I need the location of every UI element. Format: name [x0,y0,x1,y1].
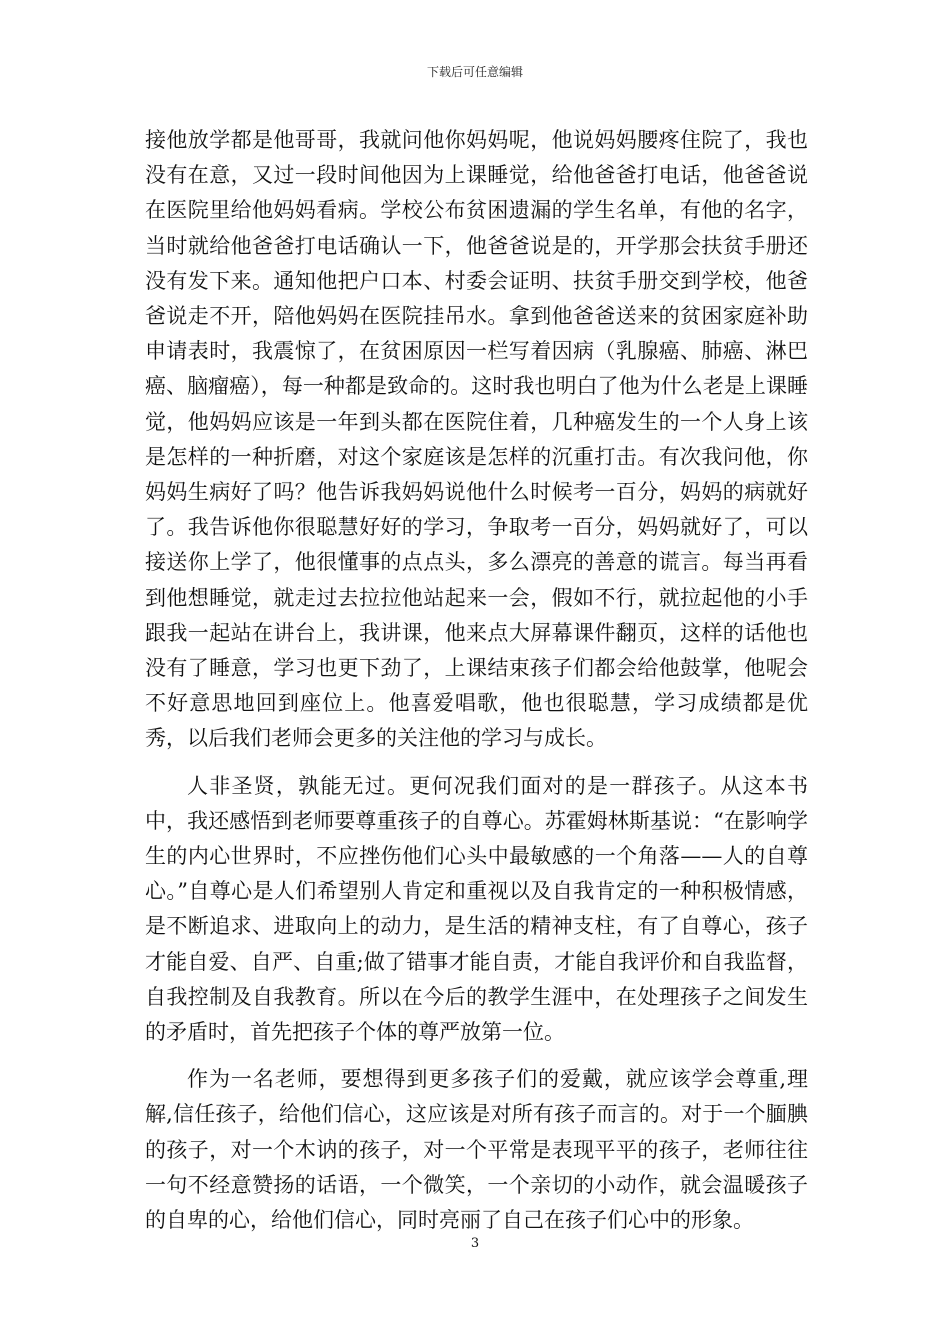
paragraph-respect-trust: 作为一名老师，要想得到更多孩子们的爱戴，就应该学会尊重,理解,信任孩子，给他们信心，这应该是对所有孩子而言的。对于一个腼腆的孩子，对一个木讷的孩子，对一个平常是表现平平的孩子，老师往往一句不经意赞扬的话语，一个微笑，一个亲切的小动作，就会温暖孩子的自卑的心，给他们信心，同时亮丽了自己在孩子们心中的形象。 [145,1067,808,1233]
document-body [145,123,808,1250]
paragraph-continuation: 接他放学都是他哥哥，我就问他你妈妈呢，他说妈妈腰疼住院了，我也没有在意，又过一段时间他因为上课睡觉，给他爸爸打电话，他爸爸说在医院里给他妈妈看病。学校公布贫困遗漏的学生名单，有他的名字，当时就给他爸爸打电话确认一下，他爸爸说是的，开学那会扶贫手册还没有发下来。通知他把户口本、村委会证明、扶贫手册交到学校，他爸爸说走不开，陪他妈妈在医院挂吊水。拿到他爸爸送来的贫困家庭补助申请表时，我震惊了，在贫困原因一栏写着因病（乳腺癌、肺癌、淋巴癌、脑瘤癌），每一种都是致命的。这时我也明白了他为什么老是上课睡觉，他妈妈应该是一年到头都在医院住着，几种癌发生的一个人身上该是怎样的一种折磨，对这个家庭该是怎样的沉重打击。有次我问他，你妈妈生病好了吗？他告诉我妈妈说他什么时候考一百分，妈妈的病就好了。我告诉他你很聪慧好好的学习，争取考一百分，妈妈就好了，可以接送你上学了，他很懂事的点点头，多么漂亮的善意的谎言。每当再看到他想睡觉，就走过去拉拉他站起来一会，假如不行，就拉起他的小手跟我一起站在讲台上，我讲课，他来点大屏幕课件翻页，这样的话他也没有了睡意，学习也更下劲了，上课结束孩子们都会给他鼓掌，他呢会不好意思地回到座位上。他喜爱唱歌，他也很聪慧，学习成绩都是优秀，以后我们老师会更多的关注他的学习与成长。 [145,128,808,751]
paragraph-self-esteem: 人非圣贤，孰能无过。更何况我们面对的是一群孩子。从这本书中，我还感悟到老师要尊重孩子的自尊心。苏霍姆林斯基说：“在影响学生的内心世界时，不应挫伤他们心头中最敏感的一个角落——人的自尊心。”自尊心是人们希望别人肯定和重视以及自我肯定的一种积极情感，是不断追求、进取向上的动力，是生活的精神支柱，有了自尊心，孩子才能自爱、自严、自重;做了错事才能自责，才能自我评价和自我监督，自我控制及自我教育。所以在今后的教学生涯中，在处理孩子之间发生的矛盾时，首先把孩子个体的尊严放第一位。 [145,773,808,1045]
page-number: 3 [470,1236,480,1251]
page-header: 下载后可任意编辑 [426,65,523,79]
